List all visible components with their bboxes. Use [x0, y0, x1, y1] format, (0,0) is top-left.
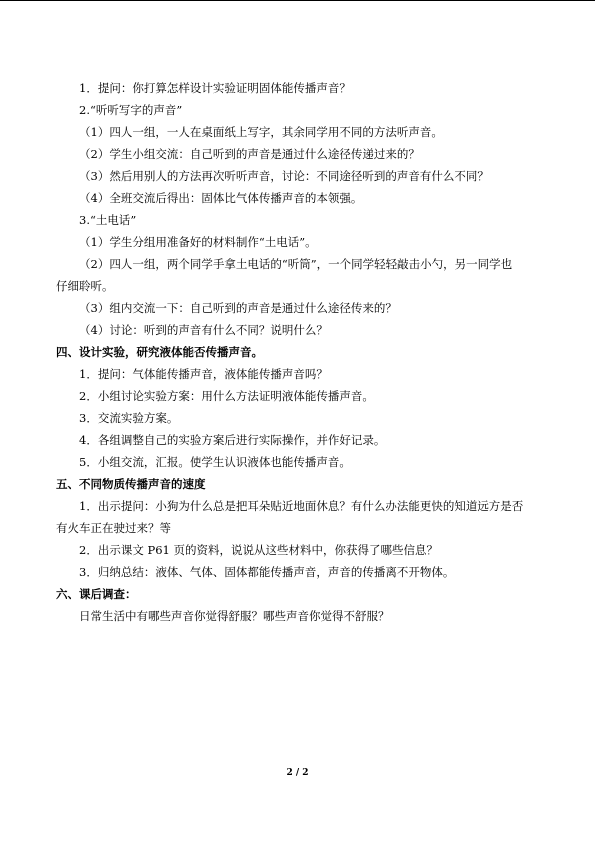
list-item: 4．各组调整自己的实验方案后进行实际操作，并作好记录。 [79, 433, 386, 447]
activity-title-writing-sound: 2.“听听写字的声音” [79, 103, 183, 117]
step-line: （3）然后用别人的方法再次听听声音，讨论：不同途径听到的声音有什么不同？ [79, 169, 489, 183]
section-heading-sound-speed: 五、不同物质传播声音的速度 [56, 477, 206, 491]
step-line: （3）组内交流一下：自己听到的声音是通过什么途径传来的？ [79, 301, 397, 315]
list-item: 2．小组讨论实验方案：用什么方法证明液体能传播声音。 [79, 389, 374, 403]
list-item: 5．小组交流，汇报。使学生认识液体也能传播声音。 [79, 455, 351, 469]
step-line: （4）全班交流后得出：固体比气体传播声音的本领强。 [79, 191, 363, 205]
section-heading-after-class-survey: 六、课后调查： [56, 587, 137, 601]
list-item: 1．出示提问：小狗为什么总是把耳朵贴近地面休息？有什么办法能更快的知道远方是否 [79, 499, 524, 513]
list-item: 3．归纳总结：液体、气体、固体都能传播声音，声音的传播离不开物体。 [79, 565, 455, 579]
document-body [56, 77, 540, 627]
step-line: （2）四人一组，两个同学手拿土电话的“听筒”，一个同学轻轻敲击小勺，另一同学也 [79, 257, 513, 271]
page-top-rule [0, 0, 595, 1]
list-item: 3．交流实验方案。 [79, 411, 179, 425]
question-line: 1．提问：你打算怎样设计实验证明固体能传播声音？ [79, 81, 351, 95]
list-item: 2．出示课文 P61 页的资料，说说从这些材料中，你获得了哪些信息？ [79, 543, 438, 557]
step-line: （4）讨论：听到的声音有什么不同？说明什么？ [79, 323, 328, 337]
section-heading-liquid-experiment: 四、设计实验，研究液体能否传播声音。 [56, 345, 263, 359]
step-line: （1）四人一组，一人在桌面纸上写字，其余同学用不同的方法听声音。 [79, 125, 443, 139]
step-line: （2）学生小组交流：自己听到的声音是通过什么途径传递过来的？ [79, 147, 420, 161]
survey-question: 日常生活中有哪些声音你觉得舒服？哪些声音你觉得不舒服？ [79, 609, 390, 623]
list-item-continuation: 有火车正在驶过来？等 [56, 521, 171, 535]
list-item: 1．提问：气体能传播声音，液体能传播声音吗？ [79, 367, 328, 381]
page-number: 2 / 2 [286, 768, 309, 778]
step-line: （1）学生分组用准备好的材料制作“土电话”。 [79, 235, 317, 249]
activity-title-tin-can-phone: 3.“土电话” [79, 213, 137, 227]
step-line-continuation: 仔细聆听。 [56, 279, 114, 293]
